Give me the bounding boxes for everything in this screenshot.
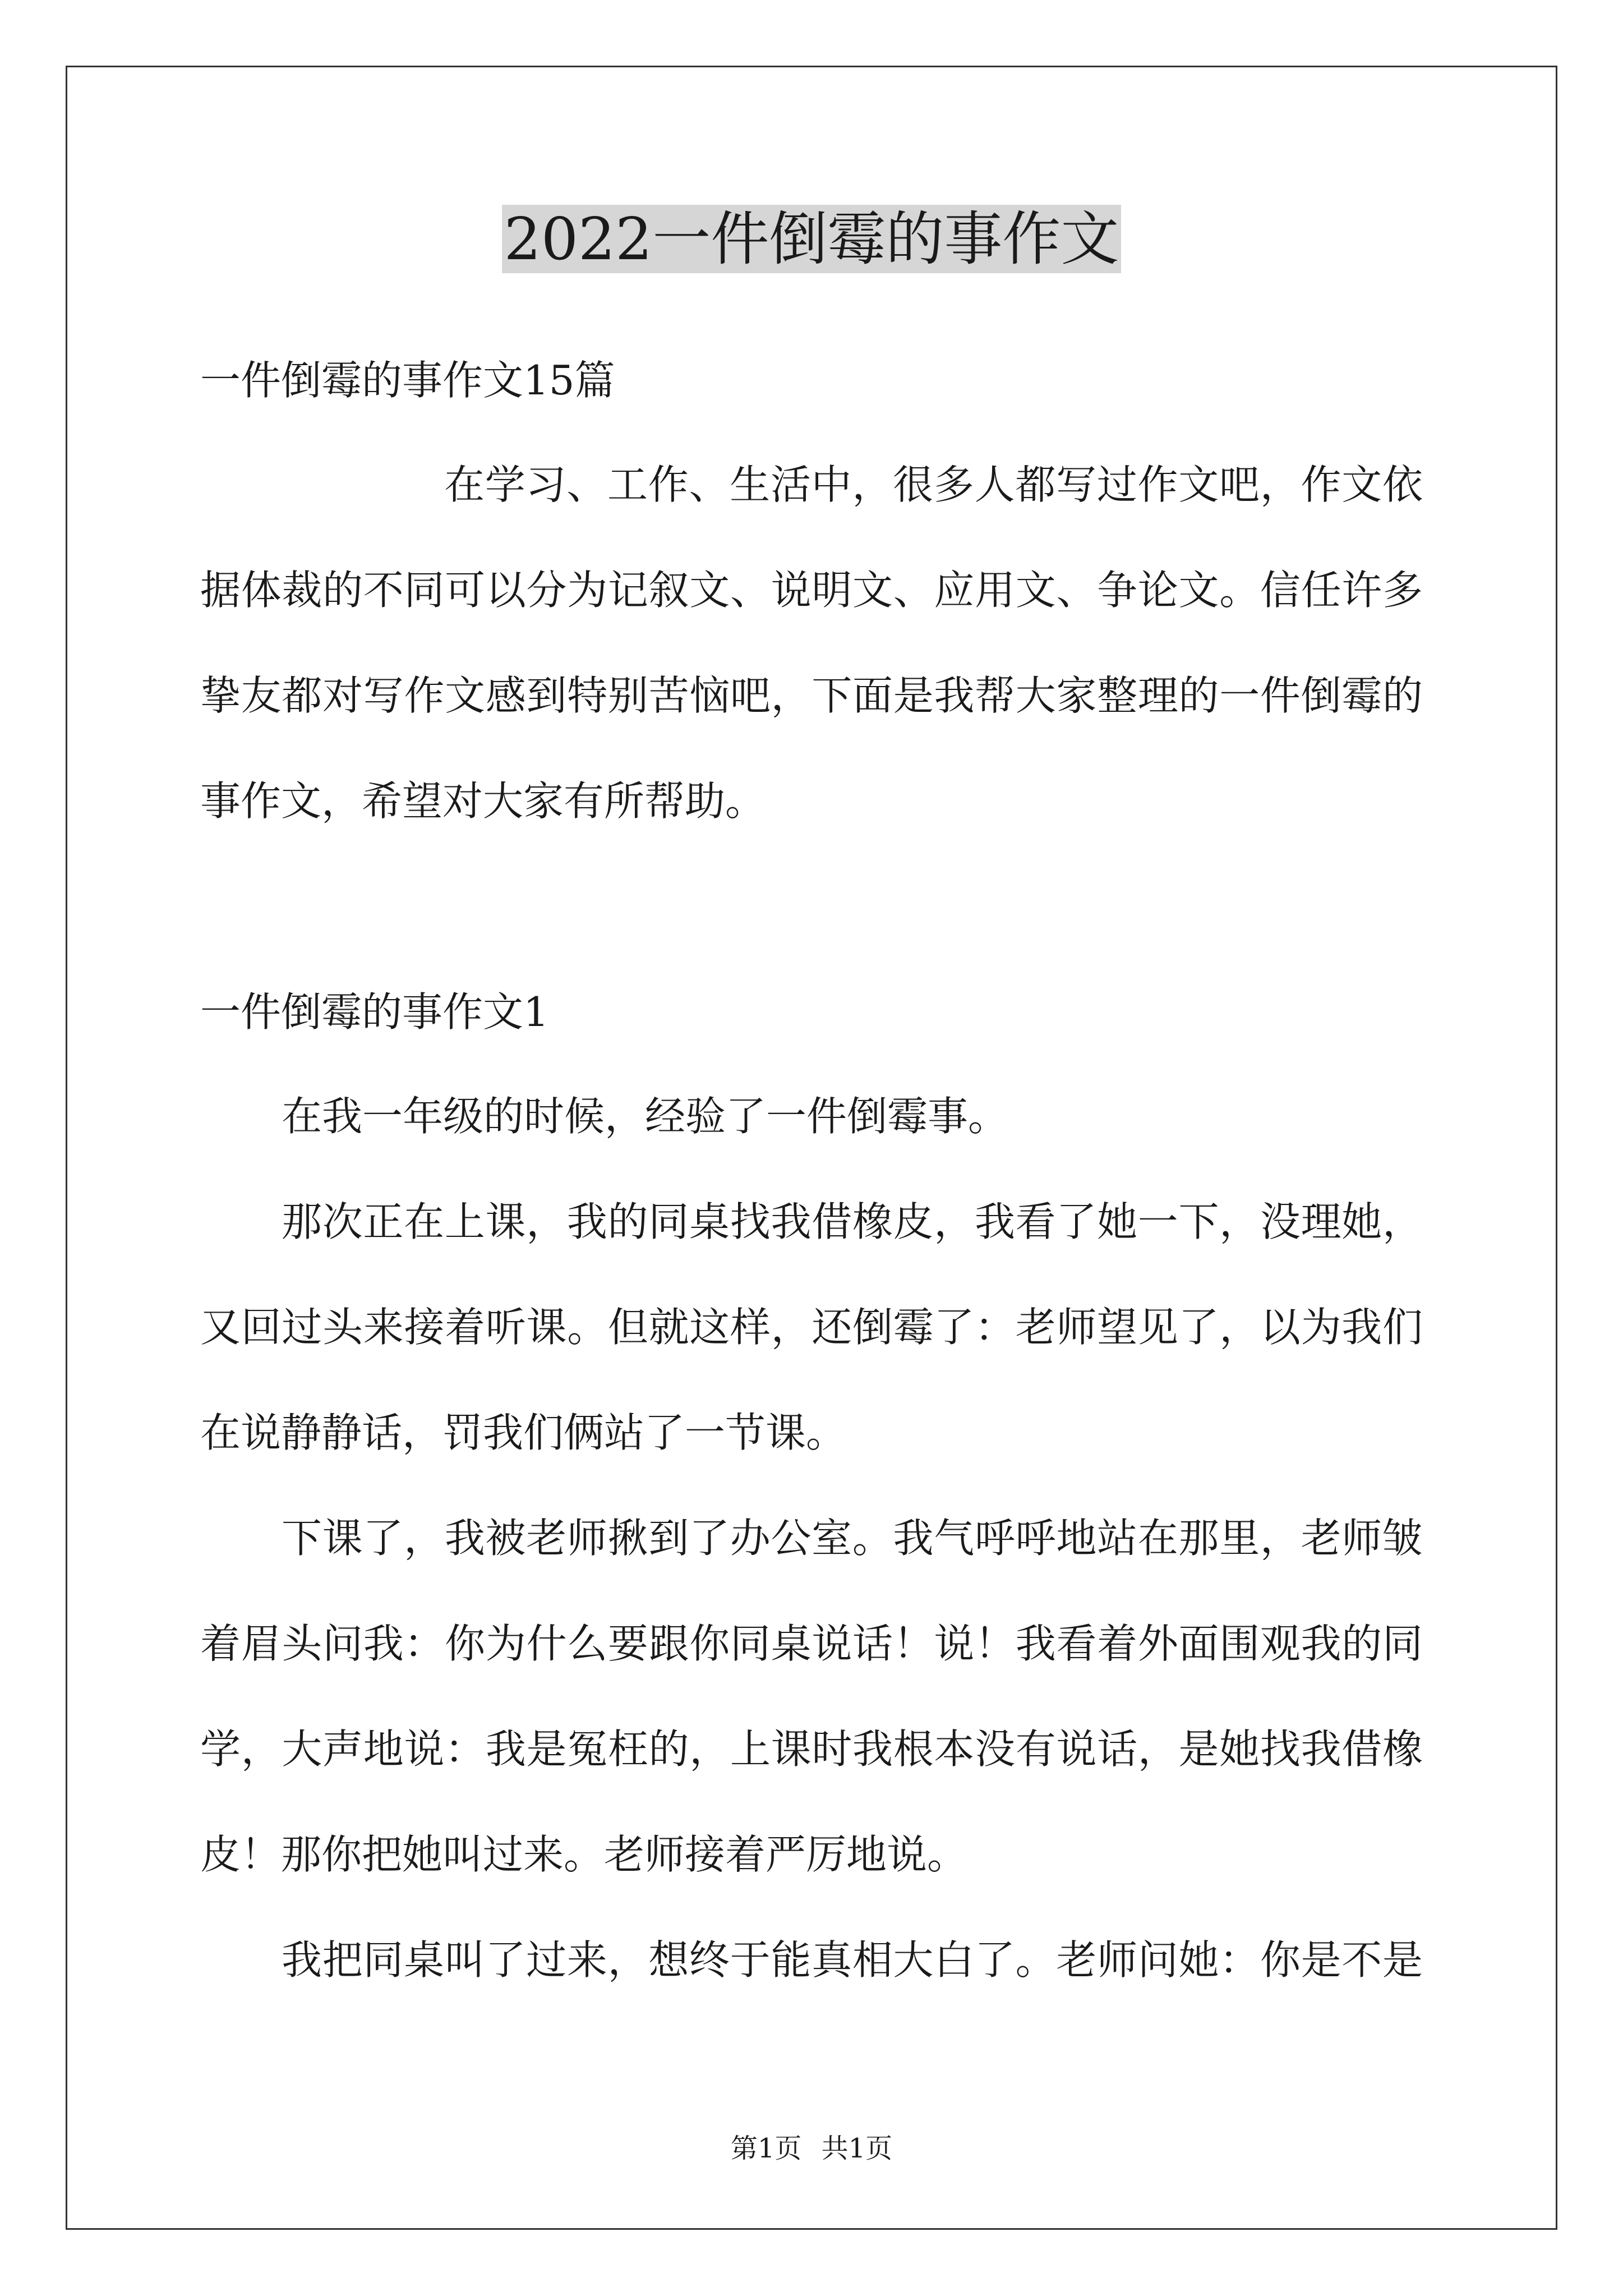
intro-line-2: 据体裁的不同可以分为记叙文、说明文、应用文、争论文。信任许多 — [200, 567, 1423, 614]
paragraph-line-2: 那次正在上课，我的同桌找我借橡皮，我看了她一下，没理她， — [282, 1198, 1423, 1245]
document-title — [0, 200, 1623, 278]
paragraph-line-8: 皮！那你把她叫过来。老师接着严厉地说。 — [200, 1831, 968, 1878]
paragraph-line-6: 着眉头问我：你为什么要跟你同桌说话！说！我看着外面围观我的同 — [200, 1620, 1423, 1667]
page-total: 共1页 — [821, 2133, 893, 2164]
paragraph-line-7: 学，大声地说：我是冤枉的，上课时我根本没有说话，是她找我借橡 — [200, 1726, 1423, 1773]
paragraph-line-9: 我把同桌叫了过来，想终于能真相大白了。老师问她：你是不是 — [282, 1936, 1423, 1984]
paragraph-line-1: 在我一年级的时候，经验了一件倒霉事。 — [282, 1093, 1009, 1140]
intro-line-3: 挚友都对写作文感到特别苦恼吧，下面是我帮大家整理的一件倒霉的 — [200, 672, 1423, 719]
document-subtitle: 一件倒霉的事作文15篇 — [200, 357, 615, 404]
paragraph-line-5: 下课了，我被老师揪到了办公室。我气呼呼地站在那里，老师皱 — [282, 1515, 1423, 1562]
document-title-text: 2022一件倒霉的事作文 — [502, 205, 1122, 273]
intro-line-4: 事作文，希望对大家有所帮助。 — [200, 777, 766, 825]
page-footer — [0, 2132, 1623, 2165]
section-heading: 一件倒霉的事作文1 — [200, 988, 549, 1036]
paragraph-line-4: 在说静静话，罚我们俩站了一节课。 — [200, 1409, 847, 1456]
paragraph-line-3: 又回过头来接着听课。但就这样，还倒霉了：老师望见了，以为我们 — [200, 1304, 1423, 1351]
intro-line-1: 在学习、工作、生活中，很多人都写过作文吧，作文依 — [444, 461, 1423, 508]
page-number: 第1页 — [730, 2133, 802, 2164]
